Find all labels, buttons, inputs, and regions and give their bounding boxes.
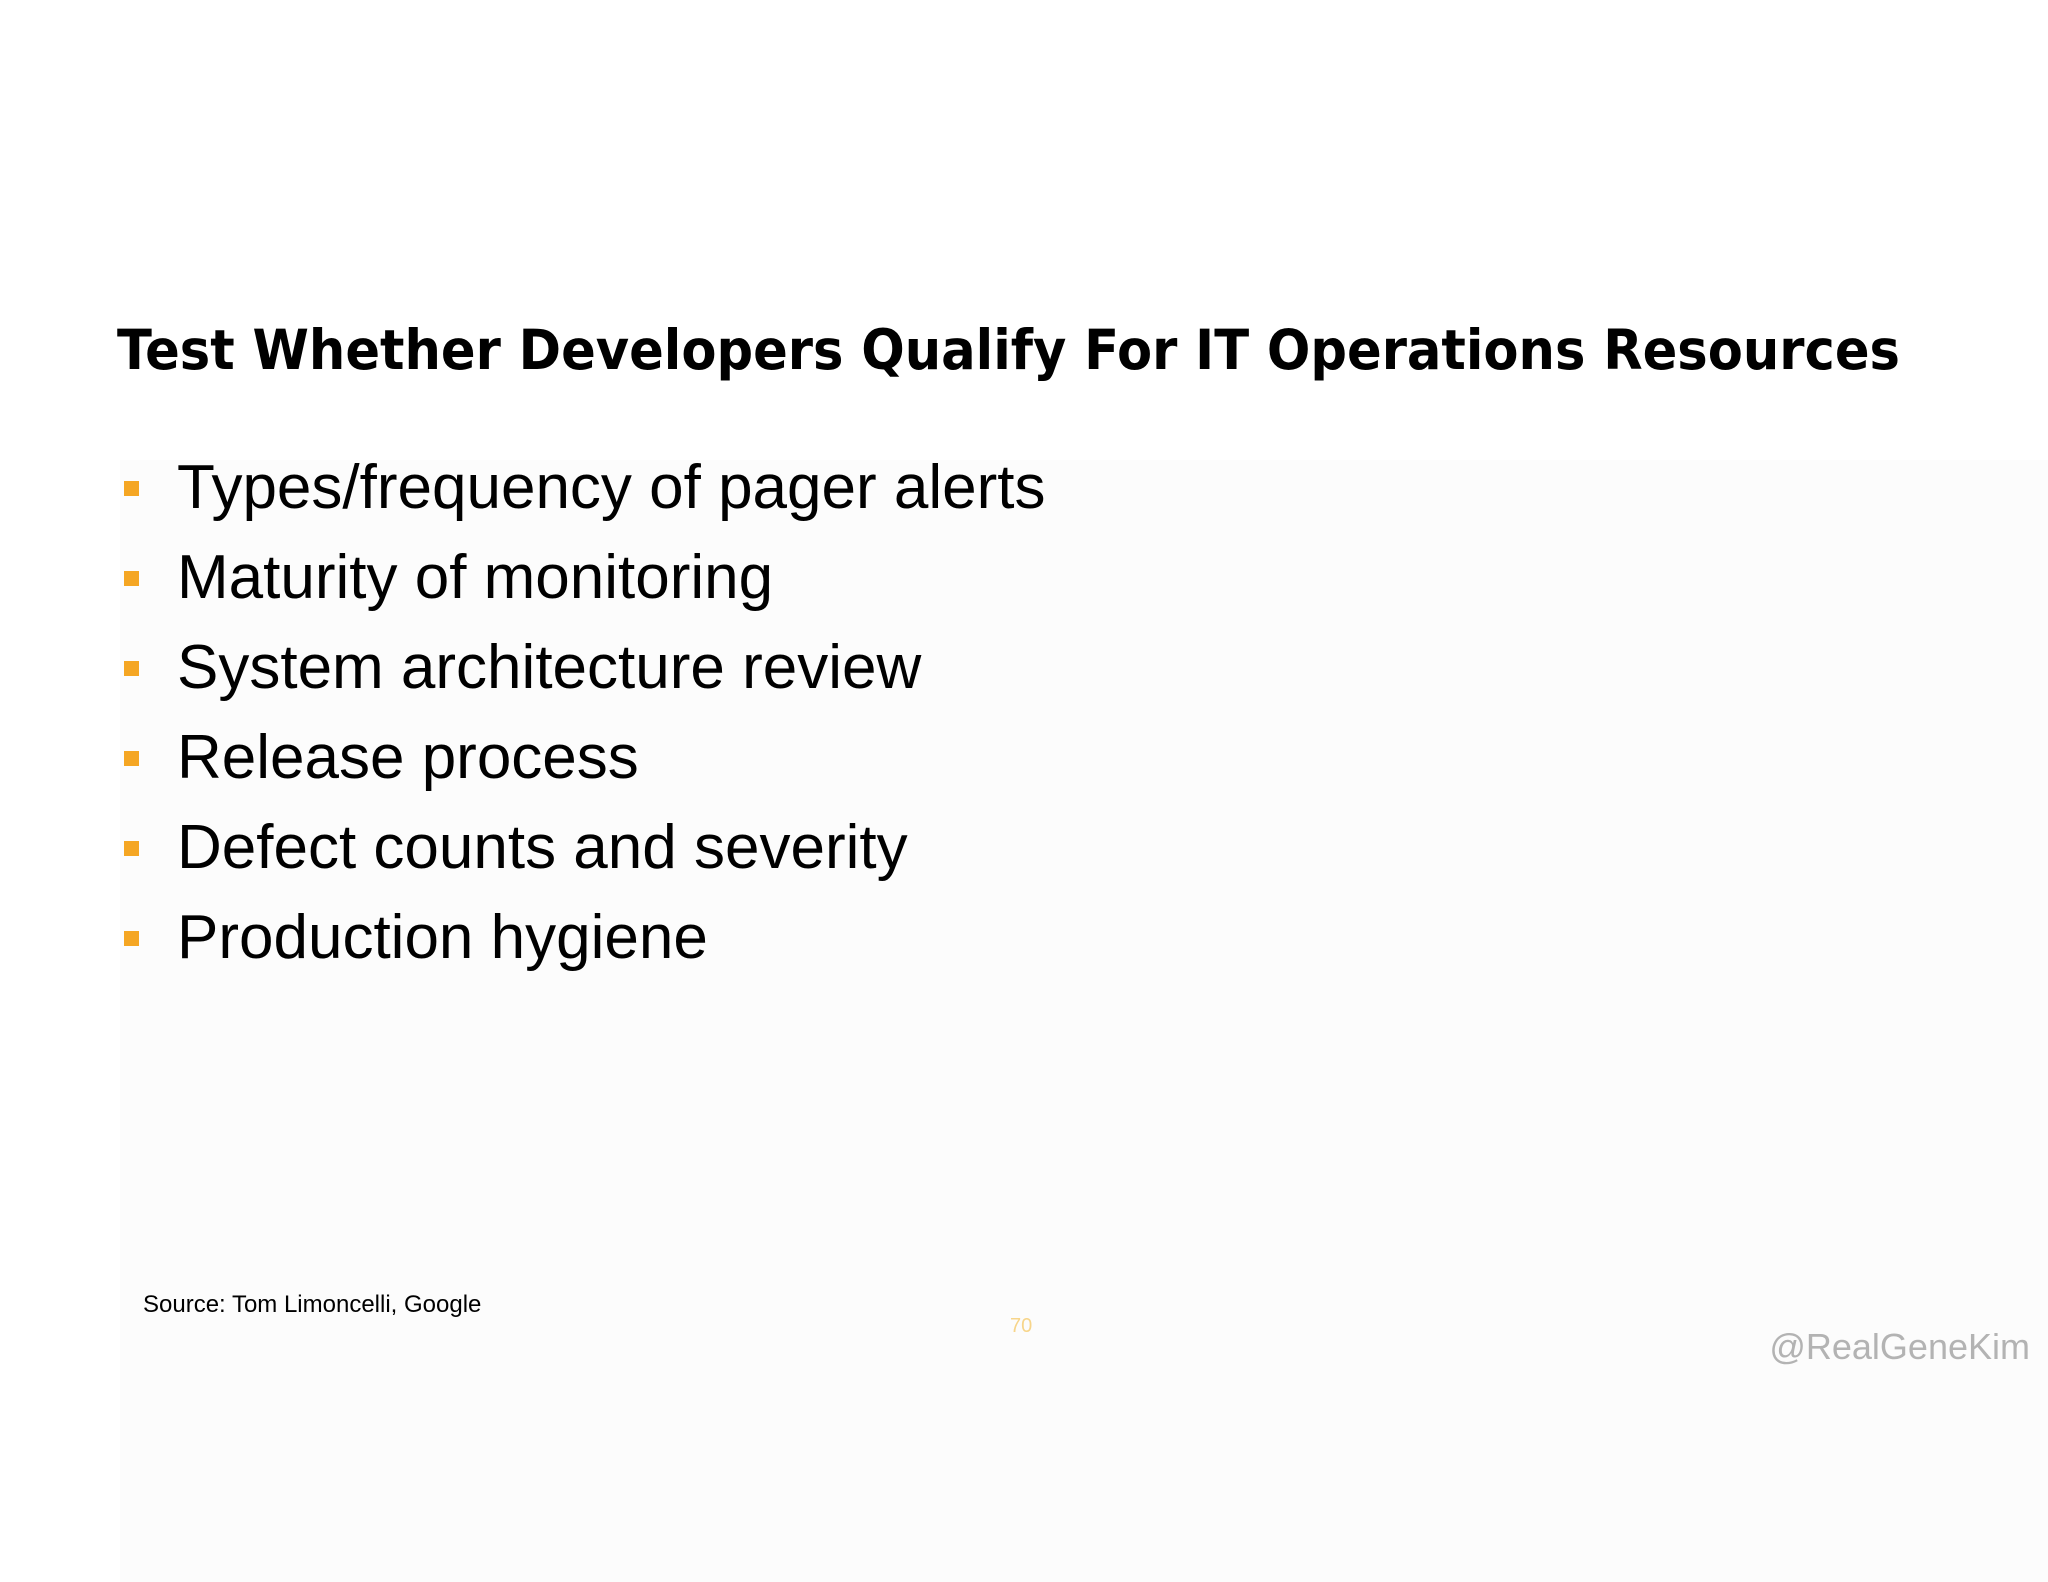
square-bullet-icon bbox=[124, 481, 139, 496]
bullet-list bbox=[120, 443, 1045, 983]
source-note: Source: Tom Limoncelli, Google bbox=[143, 1291, 482, 1318]
bullet-text: Production hygiene bbox=[177, 903, 708, 972]
square-bullet-icon bbox=[124, 751, 139, 766]
square-bullet-icon bbox=[124, 571, 139, 586]
bullet-item bbox=[120, 623, 1045, 713]
bullet-item bbox=[120, 443, 1045, 533]
twitter-handle: @RealGeneKim bbox=[1769, 1326, 2030, 1367]
bullet-text: Types/frequency of pager alerts bbox=[177, 453, 1046, 522]
bullet-item bbox=[120, 533, 1045, 623]
bullet-text: Maturity of monitoring bbox=[177, 543, 774, 612]
page-number: 70 bbox=[1010, 1315, 1033, 1337]
bullet-item bbox=[120, 803, 1045, 893]
square-bullet-icon bbox=[124, 661, 139, 676]
bullet-text: Defect counts and severity bbox=[177, 813, 908, 882]
slide-title: Test Whether Developers Qualify For IT Operations Resources bbox=[117, 318, 1900, 382]
bullet-item bbox=[120, 713, 1045, 803]
bullet-item bbox=[120, 893, 1045, 983]
square-bullet-icon bbox=[124, 841, 139, 856]
bullet-text: Release process bbox=[177, 723, 639, 792]
bullet-text: System architecture review bbox=[177, 633, 922, 702]
square-bullet-icon bbox=[124, 931, 139, 946]
